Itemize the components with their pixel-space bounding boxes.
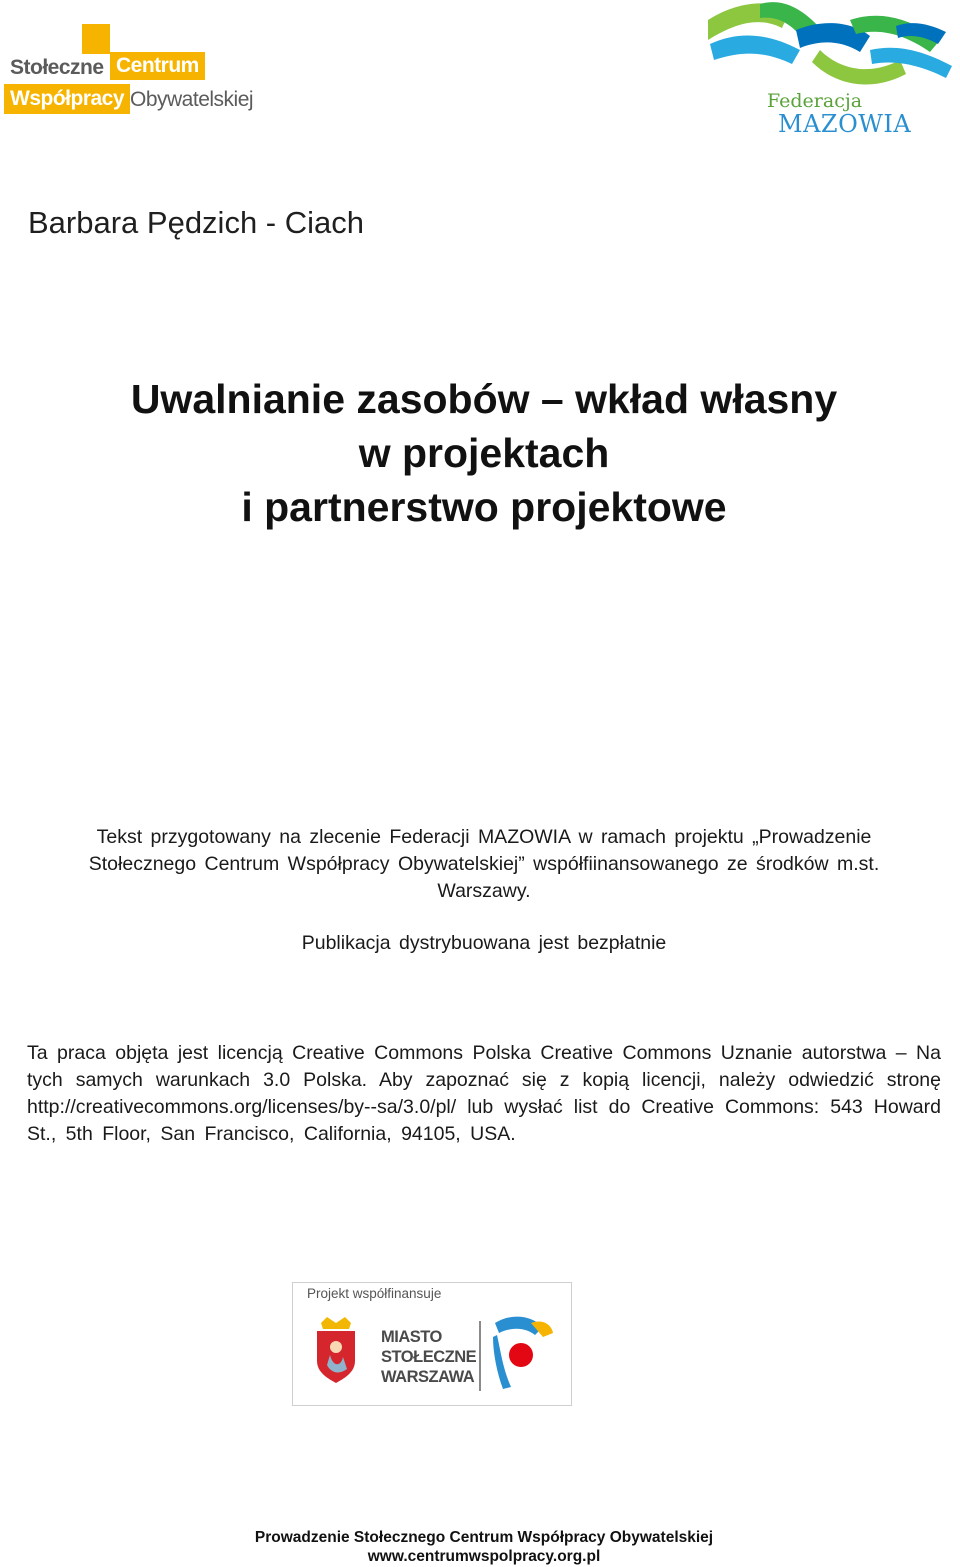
city-line-1: MIASTO [381,1328,442,1346]
distribution-note: Publikacja dystrybuowana jest bezpłatnie [301,932,667,954]
scwo-logo-text-1b: Centrum [110,52,205,80]
title-line-3: i partnerstwo projektowe [241,484,727,530]
cofinance-box [292,1282,572,1406]
title-line-1: Uwalnianie zasobów – wkład własny [130,376,838,422]
license-text: Ta praca objęta jest licencją Creative Commons Polska Creative Commons Uznanie autorstwa – Na tych samych warunkach 3.0 Polska. Aby zapoznać się z kopią licencji, należy odwiedzić stronę http://creativecommons.org/licenses/by--sa/3.0/pl/ lub wysłać list do Creative Commons: 543 Howard St., 5th Floor, San Francisco, California, 94105, USA. [27,1042,941,1145]
zakochaj-logo-icon [491,1313,557,1391]
mazowia-knot-icon [700,0,960,92]
mazowia-logo-text-1: Federacja [767,90,863,112]
warsaw-crest-icon [313,1317,359,1383]
footer-url[interactable]: www.centrumwspolpracy.org.pl [367,1548,601,1565]
scwo-logo-text-2b: Obywatelskiej [130,88,254,111]
prepared-note: Tekst przygotowany na zlecenie Federacji MAZOWIA w ramach projektu „Prowadzenie Stołecznego Centrum Współpracy Obywatelskiej” współfiinansowanego ze środków m.st. Warszawy. [88,826,880,902]
mazowia-logo-text-2: MAZOWIA [778,110,912,138]
cofinance-label: Projekt współfinansuje [307,1286,442,1301]
author-name: Barbara Pędzich - Ciach [28,205,364,240]
scwo-logo-text-1a: Stołeczne [10,56,104,79]
mazowia-logo [700,0,960,140]
footer-line-1: Prowadzenie Stołecznego Centrum Współpracy Obywatelskiej [254,1529,714,1546]
city-line-2: STOŁECZNE [381,1348,477,1366]
scwo-logo-square [82,24,110,54]
city-line-3: WARSZAWA [381,1368,475,1386]
scwo-logo [4,24,264,120]
city-name [381,1327,476,1387]
document-title [0,372,960,534]
title-line-2: w projektach [358,430,610,476]
page-footer [0,1528,960,1566]
cofinance-divider [479,1321,481,1391]
scwo-logo-text-2a: Współpracy [4,84,130,114]
